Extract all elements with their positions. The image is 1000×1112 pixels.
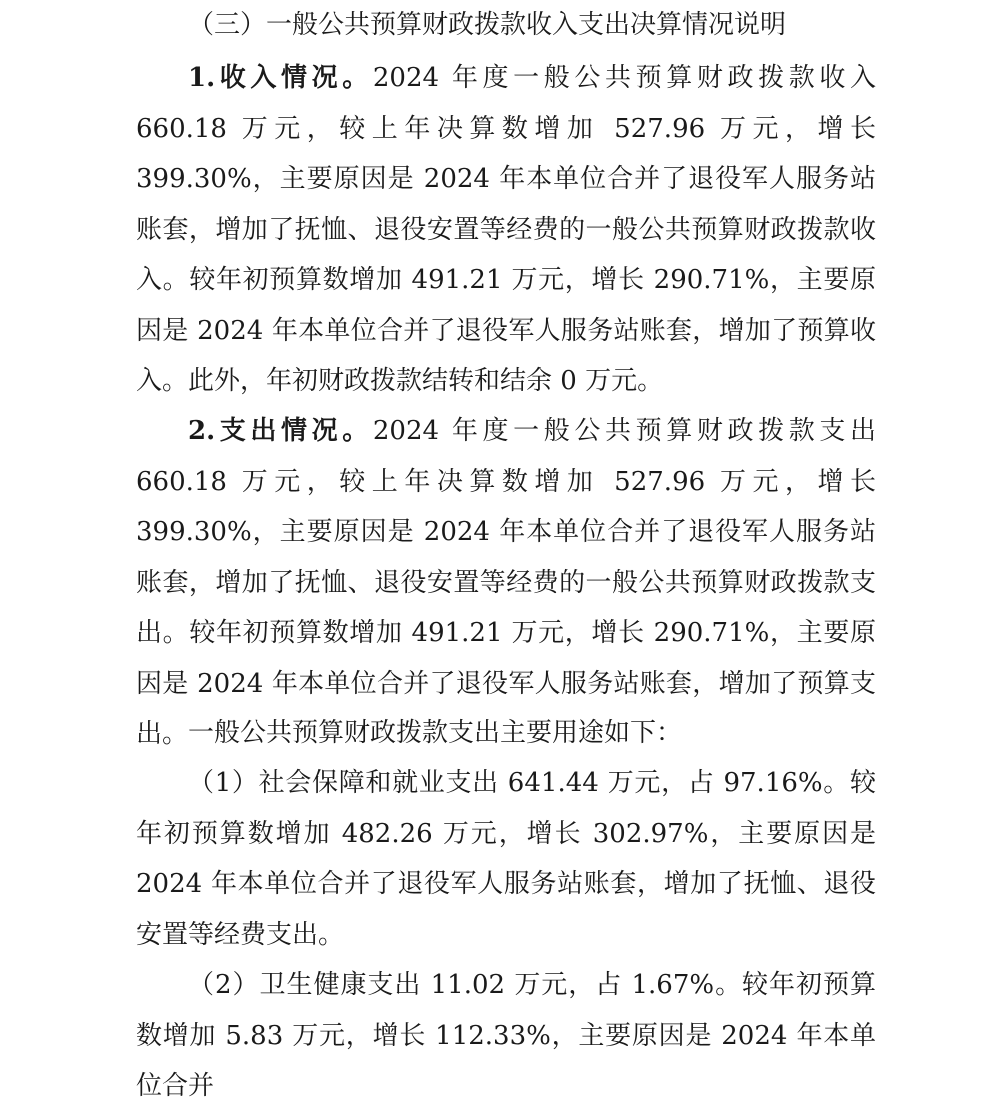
section-heading: （三）一般公共预算财政拨款收入支出决算情况说明 bbox=[188, 10, 787, 40]
income-label: 1.收入情况。 bbox=[188, 63, 373, 93]
expenditure-text: 2024 年度一般公共预算财政拨款支出 660.18 万元，较上年决算数增加 527.96 万元，增长 399.30%，主要原因是 2024 年本单位合并了退役军人服务站账套，增加了抚恤、退役安置等经费的一般公共预算财政拨款支出。较年初预算数增加 491.21 万元，增长 290.71%，主要原因是 2024 年本单位合并了退役军人服务站账套，增加了预算支出。 bbox=[136, 416, 876, 749]
item-social-security: （1）社会保障和就业支出 641.44 万元，占 97.16%。较年初预算数增加 482.26 万元，增长 302.97%，主要原因是 2024 年本单位合并了退役军人服务站账套，增加了抚恤、退役安置等经费支出。 bbox=[136, 768, 876, 950]
uses-intro: 一般公共预算财政拨款支出主要用途如下： bbox=[188, 718, 683, 748]
item-health: （2）卫生健康支出 11.02 万元，占 1.67%。较年初预算数增加 5.83 万元，增长 112.33%，主要原因是 2024 年本单位合并 bbox=[136, 970, 876, 1101]
expenditure-label: 2.支出情况。 bbox=[188, 416, 373, 446]
income-text: 2024 年度一般公共预算财政拨款收入 660.18 万元，较上年决算数增加 527.96 万元，增长 399.30%，主要原因是 2024 年本单位合并了退役军人服务站账套，增加了抚恤、退役安置等经费的一般公共预算财政拨款收入。较年初预算数增加 491.21 万元，增长 290.71%，主要原因是 2024 年本单位合并了退役军人服务站账套，增加了预算收入。此外，年初财政拨款结转和结余 0 万元。 bbox=[136, 63, 876, 396]
income-paragraph bbox=[136, 53, 876, 407]
expenditure-paragraph bbox=[136, 406, 876, 760]
